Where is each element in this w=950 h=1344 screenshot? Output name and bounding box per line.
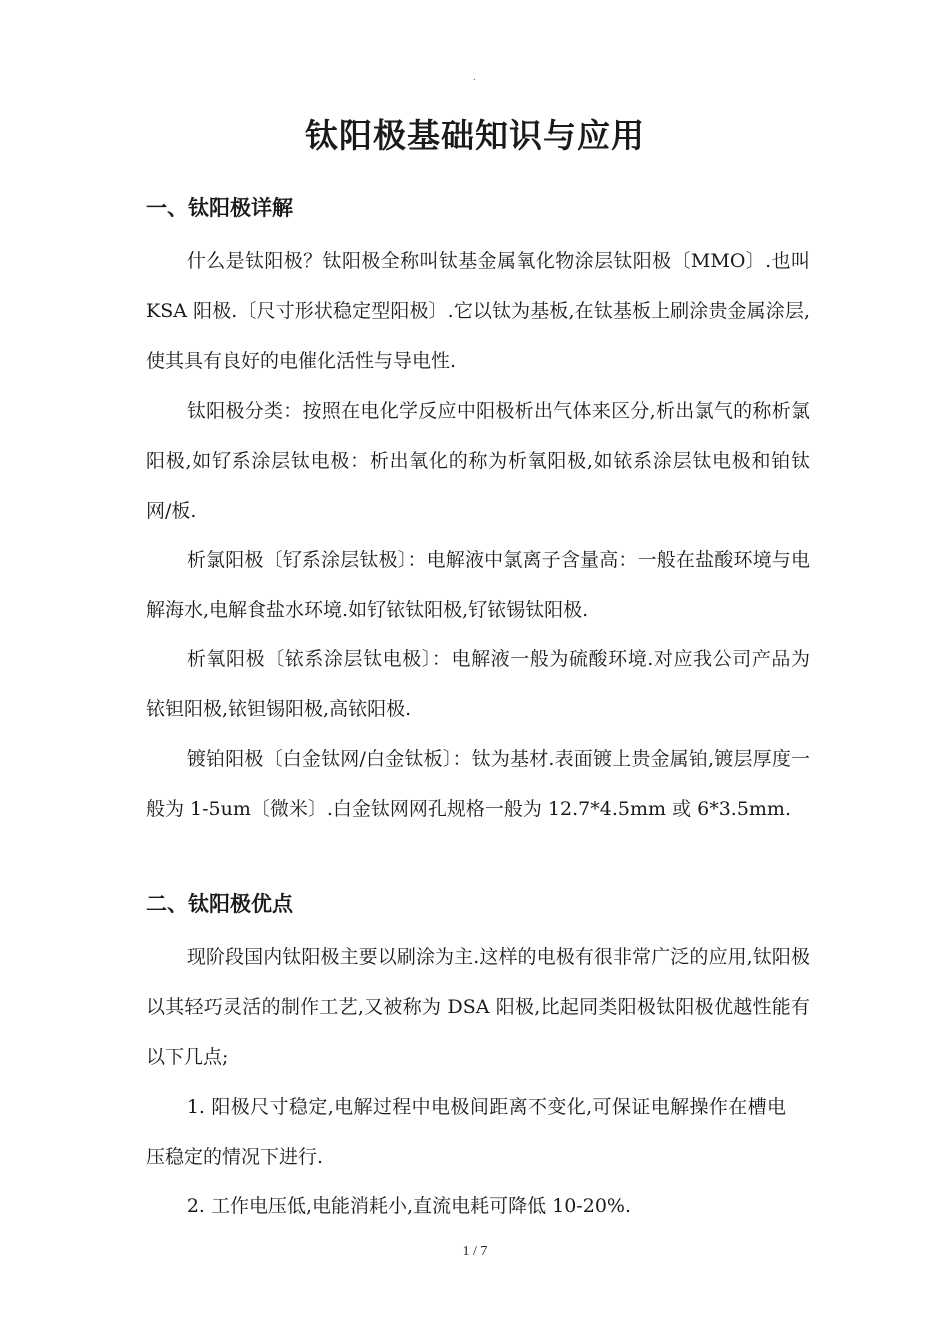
section-heading: 一、钛阳极详解 — [146, 196, 293, 220]
paragraph: 什么是钛阳极？钛阳极全称叫钛基金属氧化物涂层钛阳极〔MMO〕.也叫 KSA 阳极.〔尺寸形状稳定型阳极〕.它以钛为基板,在钛基板上刷涂贵金属涂层,使其具有良好的电催化活性与导电性. — [146, 250, 810, 372]
section-heading: 二、钛阳极优点 — [146, 892, 293, 916]
document-title: 钛阳极基础知识与应用 — [305, 116, 645, 155]
paragraph: 现阶段国内钛阳极主要以刷涂为主.这样的电极有很非常广泛的应用,钛阳极以其轻巧灵活的制作工艺,又被称为 DSA 阳极,比起同类阳极钛阳极优越性能有以下几点; — [146, 946, 810, 1068]
paragraph: 1. 阳极尺寸稳定,电解过程中电极间距离不变化,可保证电解操作在槽电压稳定的情况下进行. — [146, 1096, 786, 1168]
paragraph: 析氯阳极〔钌系涂层钛极〕：电解液中氯离子含量高：一般在盐酸环境与电解海水,电解食盐水环境.如钌铱钛阳极,钌铱锡钛阳极. — [146, 549, 810, 621]
top-mark: . — [473, 72, 476, 83]
paragraph: 析氧阳极〔铱系涂层钛电极〕：电解液一般为硫酸环境.对应我公司产品为铱钽阳极,铱钽锡阳极,高铱阳极. — [146, 648, 810, 720]
paragraph: 钛阳极分类：按照在电化学反应中阳极析出气体来区分,析出氯气的称析氯阳极,如钌系涂层钛电极：析出氧化的称为析氧阳极,如铱系涂层钛电极和铂钛网/板. — [146, 400, 810, 522]
paragraph: 镀铂阳极〔白金钛网/白金钛板〕：钛为基材.表面镀上贵金属铂,镀层厚度一般为 1-5um〔微米〕.白金钛网网孔规格一般为 12.7*4.5mm 或 6*3.5mm. — [146, 748, 810, 820]
paragraph: 2. 工作电压低,电能消耗小,直流电耗可降低 10-20%. — [186, 1195, 631, 1217]
page-number: 1 / 7 — [462, 1244, 488, 1259]
